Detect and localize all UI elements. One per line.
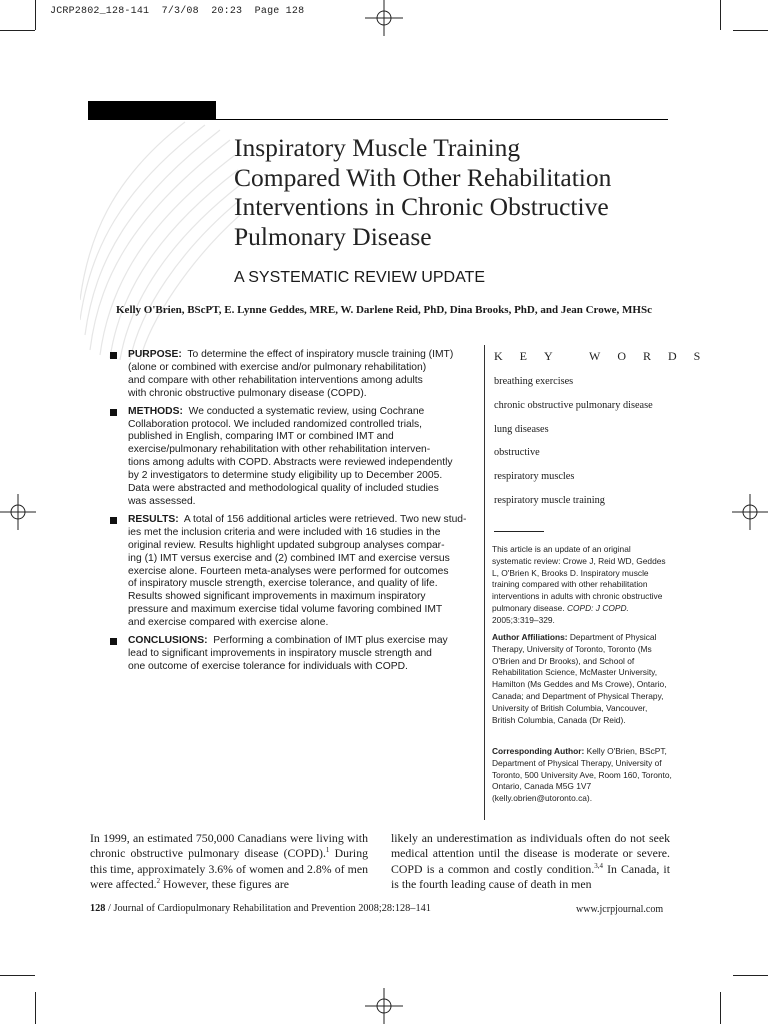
citation: 1 — [325, 846, 330, 855]
purpose-label: PURPOSE: — [128, 349, 182, 360]
methods-line: We conducted a systematic review, using Cochrane — [188, 405, 425, 417]
conclusions-label: CONCLUSIONS: — [128, 635, 208, 647]
update-note-journal: COPD: J COPD. — [566, 602, 629, 613]
bullet-square-icon — [110, 352, 117, 359]
keyword-item: lung diseases — [494, 423, 549, 435]
journal-citation: / Journal of Cardiopulmonary Rehabilitation and Prevention 2008;28:128–141 — [108, 903, 431, 914]
methods-line: published in English, comparing IMT or combined IMT and — [128, 431, 394, 443]
registration-target-bottom — [365, 988, 403, 1024]
bullet-square-icon — [110, 638, 117, 645]
article-title — [234, 133, 674, 251]
conclusions-line: Performing a combination of IMT plus exercise may — [213, 635, 448, 647]
title-line: Compared With Other Rehabilitation — [234, 162, 612, 192]
registration-target-right — [732, 494, 768, 530]
bullet-square-icon — [110, 409, 117, 416]
abstract-purpose — [110, 349, 476, 401]
methods-line: exercise/pulmonary rehabilitation with other rehabilitation interven- — [128, 444, 431, 456]
methods-line: Data were abstracted and methodological quality of included studies — [128, 483, 439, 495]
slug-date: 7/3/08 — [161, 6, 199, 17]
body-text: During this time, approximately 3.6% of women and 2.8% of men were affected. — [90, 846, 368, 892]
author-affiliations — [492, 632, 672, 726]
slug-time: 20:23 — [211, 6, 243, 17]
keyword-item: breathing exercises — [494, 376, 574, 387]
keywords-list — [494, 374, 674, 517]
registration-target-left — [0, 494, 36, 530]
author-list: Kelly O'Brien, BScPT, E. Lynne Geddes, MRE, W. Darlene Reid, PhD, Dina Brooks, PhD, and Jean Crowe, MHSc — [116, 304, 652, 316]
column-divider — [484, 345, 485, 820]
results-line: original review. Results highlight updated subgroup analyses compar- — [128, 539, 445, 551]
purpose-line: (alone or combined with exercise and/or pulmonary rehabilitation) — [128, 361, 427, 373]
conclusions-line: lead to significant improvements in inspiratory muscle strength and — [128, 647, 432, 659]
slug-file: JCRP2802_128-141 — [50, 6, 150, 17]
results-line: and exercise compared with exercise alone. — [128, 617, 329, 629]
results-line: ing (1) IMT versus exercise and (2) combined IMT and exercise versus — [128, 552, 450, 564]
body-column-right — [391, 831, 670, 893]
body-text: However, these figures are — [160, 877, 290, 892]
title-rule — [216, 119, 668, 120]
abstract-conclusions — [110, 635, 476, 674]
purpose-line: and compare with other rehabilitation interventions among adults — [128, 374, 423, 386]
results-line: Results showed significant improvements in maximum inspiratory — [128, 591, 426, 603]
article-subtitle: A SYSTEMATIC REVIEW UPDATE — [234, 269, 485, 286]
decorative-swirl — [80, 120, 240, 360]
printer-slug — [50, 6, 304, 17]
results-line: A total of 156 additional articles were retrieved. Two new stud- — [183, 513, 467, 525]
body-text: In Canada, it is the fourth leading cause of death in men — [391, 861, 670, 892]
results-label: RESULTS: — [128, 513, 179, 525]
title-line: Interventions in Chronic Obstructive — [234, 192, 609, 221]
abstract — [110, 349, 476, 679]
purpose-line: with chronic obstructive pulmonary disease (COPD). — [128, 387, 367, 399]
keywords-heading: KEY WORDS — [494, 349, 718, 363]
keyword-item: respiratory muscles — [494, 471, 575, 483]
results-line: pressure and maximum exercise tidal volume favoring combined IMT — [128, 604, 443, 616]
corresponding-author — [492, 746, 672, 805]
body-column-left — [90, 831, 368, 893]
body-text: In 1999, an estimated 750,000 Canadians were living with chronic obstructive pulmonary disease (COPD). — [90, 831, 368, 861]
conclusions-line: one outcome of exercise tolerance for individuals with COPD. — [128, 660, 408, 672]
affiliations-text: Department of Physical Therapy, University of Toronto, Toronto (Ms O'Brien and Dr Brooks), and School of Rehabilitation Science, McMaster University, Hamilton (Ms Geddes and Ms Crowe), Ontario, Canada; and Department of Physical Therapy, University of British Columbia, Vancouver, British Columbia, Canada (Dr Reid). — [492, 632, 667, 725]
corresponding-label: Corresponding Author: — [492, 746, 585, 756]
methods-line: by 2 investigators to determine study eligibility up to December 2005. — [128, 470, 443, 482]
keyword-item: chronic obstructive pulmonary disease — [494, 399, 653, 411]
methods-line: was assessed. — [128, 495, 196, 507]
journal-website: www.jcrpjournal.com — [576, 904, 664, 915]
results-line: of inspiratory muscle strength, exercise tolerance, and quality of life. — [128, 578, 438, 590]
update-note — [492, 544, 672, 627]
methods-line: Collaboration protocol. We included randomized controlled trials, — [128, 418, 422, 430]
title-line: Pulmonary Disease — [234, 221, 432, 251]
abstract-results — [110, 514, 476, 630]
page-footer — [90, 903, 431, 914]
page-number: 128 — [90, 903, 106, 914]
results-line: exercise alone. Fourteen meta-analyses were performed for outcomes — [128, 565, 449, 577]
body-text: likely an underestimation as individuals often do not seek medical attention until the disease is moderate or severe. COPD is a common and costly condition. — [391, 831, 670, 876]
update-note-text: This article is an update of an original systematic review: Crowe J, Reid WD, Geddes L, O'Brien K, Brooks D. Inspiratory muscle training compared with other rehabilitation interventions in adults with chronic obstructive pulmonary disease. — [492, 544, 666, 613]
purpose-line: To determine the effect of inspiratory muscle training (IMT) — [187, 349, 454, 360]
bullet-square-icon — [110, 517, 117, 524]
keyword-item: obstructive — [494, 447, 540, 459]
corresponding-text: Kelly O'Brien, BScPT, Department of Physical Therapy, University of Toronto, 500 University Ave, Room 160, Toronto, Ontario, Canada M5G 1V7 (kelly.obrien@utoronto.ca). — [492, 746, 672, 804]
affiliations-label: Author Affiliations: — [492, 632, 568, 642]
title-line: Inspiratory Muscle Training — [234, 133, 521, 162]
methods-label: METHODS: — [128, 405, 183, 417]
update-note-cite: 2005;3:319–329. — [492, 614, 555, 625]
citation: 2 — [156, 877, 161, 886]
slug-page: Page 128 — [254, 6, 305, 17]
results-line: ies met the inclusion criteria and were included with 16 studies in the — [128, 526, 441, 538]
citation: 3,4 — [594, 861, 603, 870]
keyword-item: respiratory muscle training — [494, 494, 605, 506]
registration-target-top — [365, 0, 403, 36]
title-bar — [88, 101, 216, 120]
abstract-methods — [110, 406, 476, 509]
keywords-rule — [494, 531, 544, 532]
methods-line: tions among adults with COPD. Abstracts were reviewed independently — [128, 457, 453, 469]
